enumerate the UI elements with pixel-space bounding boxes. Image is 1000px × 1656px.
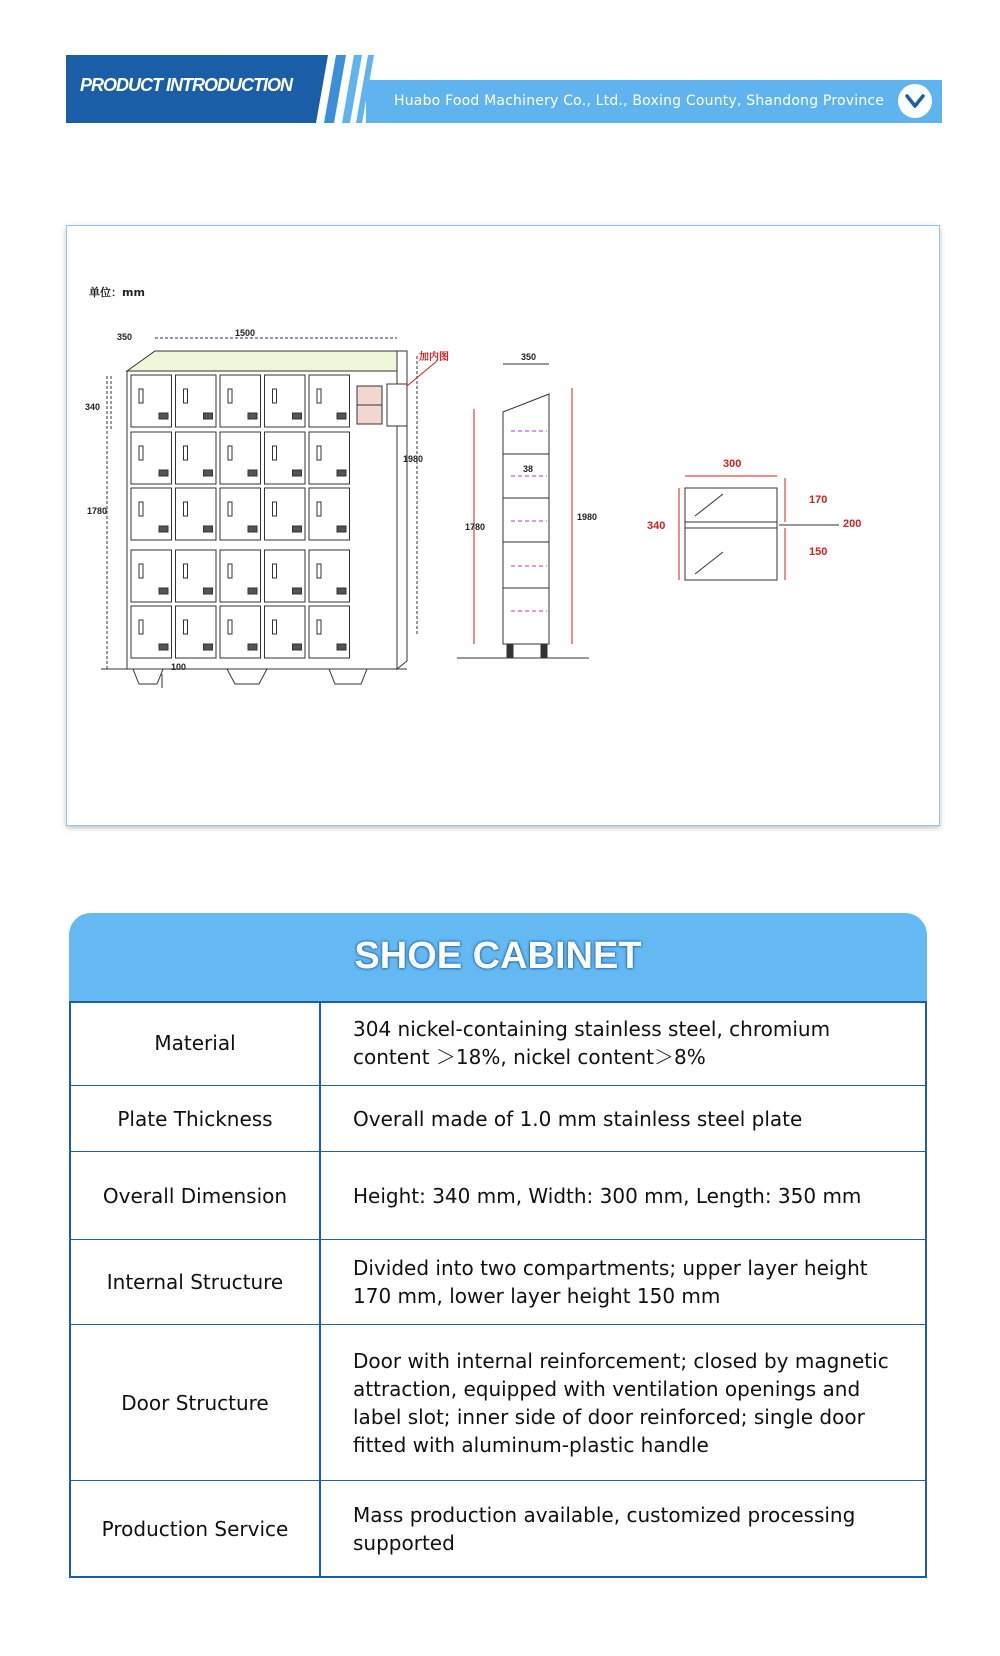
row-label: Door Structure (71, 1325, 321, 1480)
side-body-height-dim: 1780 (465, 522, 486, 532)
front-depth-dim: 350 (117, 332, 133, 342)
door-vent (159, 588, 168, 594)
door-vent (337, 644, 346, 650)
door-vent (293, 588, 302, 594)
spec-table (69, 913, 927, 1585)
spec-header (69, 913, 927, 1003)
side-depth-dim: 350 (521, 352, 537, 362)
door-vent (248, 470, 257, 476)
front-body-height-dim: 1780 (87, 506, 108, 516)
drawing-unit: 单位：mm (89, 286, 145, 299)
technical-drawing (66, 225, 940, 826)
door-vent (248, 413, 257, 419)
banner-title: PRODUCT INTRODUCTION (80, 75, 292, 95)
front-width-dim: 1500 (235, 328, 256, 338)
table-row (71, 1325, 925, 1481)
door-vent (293, 526, 302, 532)
row-value: Overall made of 1.0 mm stainless steel plate (353, 1106, 803, 1131)
front-leg-height-dim: 100 (171, 662, 187, 672)
spec-body (69, 1001, 927, 1578)
door-vent (204, 588, 213, 594)
door-vent (159, 526, 168, 532)
side-view (457, 364, 589, 658)
row-value: Door with internal reinforcement; closed by magnetic attraction, equipped with ventilation openings and label slot; inner side of door reinforced; single door fitted with aluminum-plastic handle (353, 1348, 889, 1457)
table-row (71, 1001, 925, 1086)
front-view (101, 338, 437, 688)
door-vent (204, 526, 213, 532)
row-label: Plate Thickness (71, 1086, 321, 1151)
door-vent (204, 413, 213, 419)
row-label: Internal Structure (71, 1240, 321, 1324)
row-value: Mass production available, customized processing supported (353, 1502, 856, 1555)
door-vent (337, 526, 346, 532)
row-label: Overall Dimension (71, 1152, 321, 1239)
table-row (71, 1240, 925, 1325)
door-vent (204, 470, 213, 476)
table-row (71, 1152, 925, 1240)
detail-view (679, 476, 839, 580)
table-row (71, 1481, 925, 1576)
door-vent (248, 526, 257, 532)
door-vent (293, 470, 302, 476)
detail-height-dim: 340 (647, 520, 666, 532)
header-banner (66, 55, 942, 123)
door-vent (159, 413, 168, 419)
door-vent (337, 588, 346, 594)
row-label: Material (71, 1001, 321, 1085)
door-vent (293, 644, 302, 650)
detail-width-dim: 300 (723, 458, 742, 470)
side-shelf-label: 38 (523, 464, 534, 474)
row-value: 304 nickel-containing stainless steel, chromium content ＞18%, nickel content＞8% (353, 1017, 831, 1069)
row-value: Height: 340 mm, Width: 300 mm, Length: 350 mm (353, 1183, 862, 1208)
door-vent (337, 413, 346, 419)
side-total-height-dim: 1980 (577, 512, 598, 522)
chevron-down-icon[interactable] (898, 84, 932, 118)
door-vent (159, 470, 168, 476)
front-door-height-dim: 340 (85, 402, 101, 412)
door-vent (204, 644, 213, 650)
door-vent (248, 644, 257, 650)
table-row (71, 1086, 925, 1152)
detail-divider-dim: 200 (843, 518, 862, 530)
door-vent (293, 413, 302, 419)
row-value: Divided into two compartments; upper layer height 170 mm, lower layer height 150 mm (353, 1256, 868, 1308)
drawing-lines (67, 226, 939, 825)
row-label: Production Service (71, 1481, 321, 1576)
front-total-height-dim: 1980 (403, 454, 424, 464)
spec-title: SHOE CABINET (354, 935, 642, 977)
door-vent (248, 588, 257, 594)
interior-note: 加内图 (419, 352, 449, 363)
detail-lower-dim: 150 (809, 546, 828, 558)
door-vent (159, 644, 168, 650)
door-vent (337, 470, 346, 476)
banner-company: Huabo Food Machinery Co., Ltd., Boxing County, Shandong Province (394, 93, 885, 109)
banner-stripes (302, 55, 382, 123)
detail-upper-dim: 170 (809, 494, 828, 506)
